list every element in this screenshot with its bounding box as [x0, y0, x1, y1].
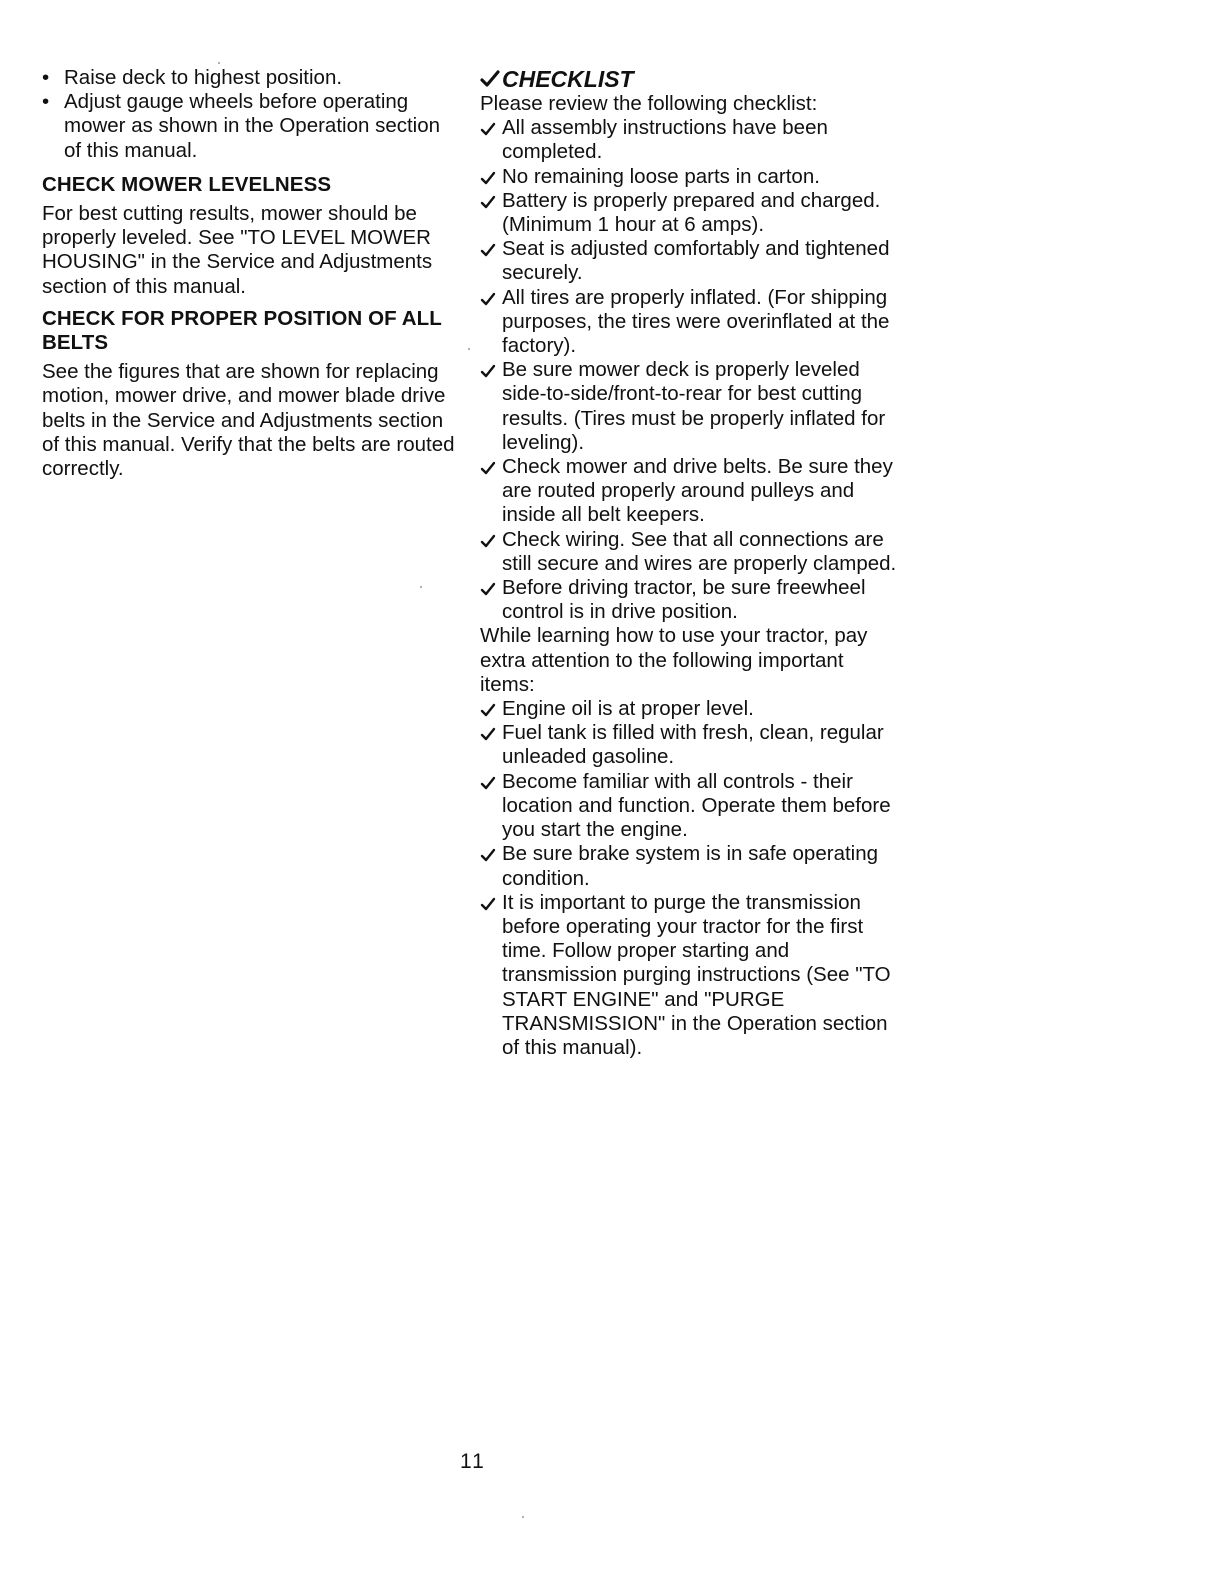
checklist-item-text: It is important to purge the transmission before operating your tractor for the first time. Follow proper starting and transmission purging instructions (See "TO START ENGINE" and "PURGE TRANSMISSION" in the Operation section of this manual).	[502, 890, 891, 1059]
checklist-item-text: Fuel tank is filled with fresh, clean, regular unleaded gasoline.	[502, 721, 884, 769]
bullet-text: Adjust gauge wheels before operating mower as shown in the Operation section of this manual.	[64, 90, 441, 162]
heading-belt-position: CHECK FOR PROPER POSITION OF ALL BELTS	[42, 306, 442, 355]
bullet-dot-icon: •	[42, 90, 50, 114]
checklist-item-text: Be sure brake system is in safe operating condition.	[502, 842, 879, 890]
checkmark-icon	[480, 195, 496, 209]
checklist-item-text: No remaining loose parts in carton.	[502, 164, 820, 188]
checklist-item	[480, 165, 900, 189]
checklist-item	[480, 721, 900, 769]
checklist-item	[480, 891, 900, 1060]
heading-mower-levelness: CHECK MOWER LEVELNESS	[42, 172, 332, 196]
left-column	[42, 66, 462, 489]
bullet-text: Raise deck to highest position.	[64, 66, 343, 89]
checklist-intro: Please review the following checklist:	[480, 92, 818, 115]
checklist-item-text: Be sure mower deck is properly leveled side-to-side/front-to-rear for best cutting results. (Tires must be properly inflated for leveling).	[502, 358, 886, 454]
checklist-item-text: Check mower and drive belts. Be sure they are routed properly around pulleys and inside all belt keepers.	[502, 455, 893, 527]
paragraph-belts: See the figures that are shown for replacing motion, mower drive, and mower blade drive belts in the Service and Adjustments section of this manual. Verify that the belts are routed correctly.	[42, 360, 455, 481]
checkmark-icon	[480, 70, 500, 88]
bullet-item	[42, 66, 462, 90]
checklist-item-text: Engine oil is at proper level.	[502, 697, 754, 721]
checklist-item-text: All tires are properly inflated. (For shipping purposes, the tires were overinflated at the factory).	[502, 285, 890, 358]
checklist-item-text: All assembly instructions have been completed.	[502, 116, 828, 164]
scan-speck	[420, 586, 422, 588]
paragraph-levelness: For best cutting results, mower should be properly leveled. See "TO LEVEL MOWER HOUSING" in the Service and Adjustments section of this manual.	[42, 202, 433, 298]
checkmark-icon	[480, 727, 496, 741]
checklist-item	[480, 189, 900, 237]
learning-paragraph: While learning how to use your tractor, pay extra attention to the following important items:	[480, 624, 868, 696]
prep-bullet-list	[42, 66, 462, 163]
checklist-item	[480, 116, 900, 164]
checkmark-icon	[480, 897, 496, 911]
checklist-item-text: Check wiring. See that all connections are still secure and wires are properly clamped.	[502, 527, 897, 575]
checkmark-icon	[480, 703, 496, 717]
checkmark-icon	[480, 171, 496, 185]
checkmark-icon	[480, 582, 496, 596]
checklist-item	[480, 237, 900, 285]
scan-speck	[218, 62, 220, 64]
checklist-title	[480, 66, 900, 92]
bullet-item	[42, 90, 462, 163]
checkmark-icon	[480, 534, 496, 548]
bullet-dot-icon: •	[42, 66, 50, 89]
checkmark-icon	[480, 292, 496, 306]
checklist-item	[480, 842, 900, 890]
right-column	[480, 66, 900, 1060]
scan-speck	[522, 1516, 524, 1518]
scan-speck	[468, 348, 470, 350]
checklist-item	[480, 528, 900, 576]
checklist-item-text: Seat is adjusted comfortably and tightened securely.	[502, 237, 890, 285]
checkmark-icon	[480, 776, 496, 790]
checkmark-icon	[480, 848, 496, 862]
checklist-item	[480, 770, 900, 843]
important-items	[480, 697, 900, 1060]
page-number: 11	[460, 1450, 486, 1473]
checklist-item	[480, 576, 900, 624]
checklist-item-text: Battery is properly prepared and charged. (Minimum 1 hour at 6 amps).	[502, 188, 881, 237]
checklist-item	[480, 697, 900, 721]
checkmark-icon	[480, 122, 496, 136]
checkmark-icon	[480, 461, 496, 475]
checklist-item	[480, 455, 900, 528]
checkmark-icon	[480, 243, 496, 257]
checklist-title-text: CHECKLIST	[502, 66, 634, 92]
checklist-item-text: Become familiar with all controls - their location and function. Operate them before you start the engine.	[502, 769, 891, 842]
checkmark-icon	[480, 364, 496, 378]
checklist-item-text: Before driving tractor, be sure freewheel control is in drive position.	[502, 576, 866, 624]
checklist-item	[480, 286, 900, 359]
checklist-item	[480, 358, 900, 455]
checklist-items	[480, 116, 900, 624]
